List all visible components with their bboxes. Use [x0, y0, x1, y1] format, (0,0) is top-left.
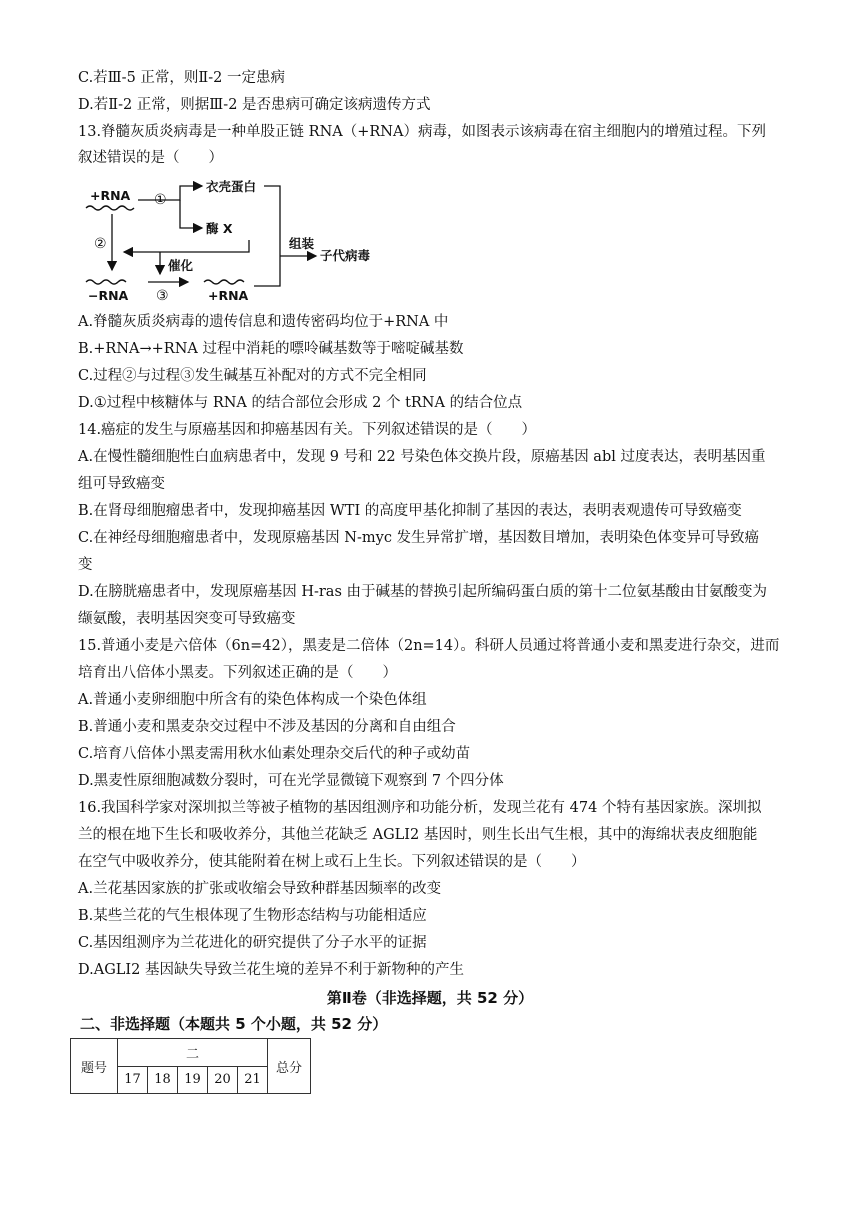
label-rna-plus-bottom: +RNA	[208, 288, 249, 303]
label-step3: ③	[156, 288, 169, 304]
score-table	[70, 1038, 311, 1094]
label-coat-protein: 衣壳蛋白	[206, 179, 257, 194]
rna-wave-top	[86, 206, 134, 210]
question-16-stem: 16.我国科学家对深圳拟兰等被子植物的基因组测序和功能分析，发现兰花有 474 个特有基因家族。深圳拟	[78, 800, 762, 816]
section-title: 第Ⅱ卷（非选择题，共 52 分）	[326, 989, 534, 1007]
question-13-stem: 13.脊髓灰质炎病毒是一种单股正链 RNA（+RNA）病毒，如图表示该病毒在宿主细胞内的增殖过程。下列	[78, 124, 766, 140]
question-16-stem-cont2: 在空气中吸收养分，使其能附着在树上或石上生长。下列叙述错误的是（ ）	[78, 854, 586, 870]
assemble-bracket	[254, 186, 280, 286]
arrow-catalyze-line	[124, 240, 249, 252]
option-13d: D.①过程中核糖体与 RNA 的结合部位会形成 2 个 tRNA 的结合位点	[78, 395, 523, 411]
score-question-number: 20	[208, 1066, 238, 1094]
option-12d: D.若Ⅱ-2 正常，则据Ⅲ-2 是否患病可确定该病遗传方式	[78, 97, 431, 113]
question-16-stem-cont1: 兰的根在地下生长和吸收养分，其他兰花缺乏 AGLI2 基因时，则生长出气生根，其中的海绵状表皮细胞能	[78, 827, 758, 843]
option-13b: B.+RNA→+RNA 过程中消耗的嘌呤碱基数等于嘧啶碱基数	[78, 341, 464, 357]
arrow-step1	[138, 186, 202, 200]
label-catalyze: 催化	[168, 258, 194, 273]
score-question-number: 18	[148, 1066, 178, 1094]
option-13a: A.脊髓灰质炎病毒的遗传信息和遗传密码均位于+RNA 中	[78, 314, 449, 330]
score-question-number: 19	[178, 1066, 208, 1094]
score-total-label: 总分	[268, 1039, 311, 1094]
option-14b: B.在肾母细胞瘤患者中，发现抑癌基因 WTI 的高度甲基化抑制了基因的表达，表明表观遗传可导致癌变	[78, 503, 742, 519]
rna-wave-minus	[86, 280, 126, 284]
score-header-label: 题号	[71, 1039, 118, 1094]
option-14d-cont: 缬氨酸，表明基因突变可导致癌变	[78, 611, 296, 627]
option-12c: C.若Ⅲ-5 正常，则Ⅱ-2 一定患病	[78, 70, 285, 86]
option-13c: C.过程②与过程③发生碱基互补配对的方式不完全相同	[78, 368, 427, 384]
label-assemble: 组装	[289, 236, 315, 251]
part-title: 二、非选择题（本题共 5 个小题，共 52 分）	[80, 1015, 388, 1033]
virus-replication-diagram	[84, 178, 394, 306]
option-14a: A.在慢性髓细胞性白血病患者中，发现 9 号和 22 号染色体交换片段，原癌基因 abl 过度表达，表明基因重	[78, 449, 766, 465]
label-rna-minus: −RNA	[88, 288, 129, 303]
label-rna-plus-top: +RNA	[90, 188, 131, 203]
question-15-stem-cont: 培育出八倍体小黑麦。下列叙述正确的是（ ）	[78, 665, 397, 681]
option-15d: D.黑麦性原细胞减数分裂时，可在光学显微镜下观察到 7 个四分体	[78, 773, 504, 789]
option-15c: C.培育八倍体小黑麦需用秋水仙素处理杂交后代的种子或幼苗	[78, 746, 471, 762]
option-14a-cont: 组可导致癌变	[78, 476, 165, 492]
option-16c: C.基因组测序为兰花进化的研究提供了分子水平的证据	[78, 935, 427, 951]
option-15a: A.普通小麦卵细胞中所含有的染色体构成一个染色体组	[78, 692, 427, 708]
score-question-number: 21	[238, 1066, 268, 1094]
label-step1: ①	[154, 192, 167, 208]
option-14c-cont: 变	[78, 557, 93, 573]
score-group-label: 二	[118, 1039, 268, 1067]
rna-wave-plus	[204, 280, 244, 284]
option-16a: A.兰花基因家族的扩张或收缩会导致种群基因频率的改变	[78, 881, 442, 897]
score-question-number: 17	[118, 1066, 148, 1094]
option-14c: C.在神经母细胞瘤患者中，发现原癌基因 N-myc 发生异常扩增，基因数目增加，表明染色体变异可导致癌	[78, 530, 760, 546]
question-14-stem: 14.癌症的发生与原癌基因和抑癌基因有关。下列叙述错误的是（ ）	[78, 422, 537, 438]
option-16d: D.AGLI2 基因缺失导致兰花生境的差异不利于新物种的产生	[78, 962, 464, 978]
option-15b: B.普通小麦和黑麦杂交过程中不涉及基因的分离和自由组合	[78, 719, 456, 735]
question-13-stem-cont: 叙述错误的是（ ）	[78, 150, 223, 166]
label-progeny-virus: 子代病毒	[320, 248, 371, 263]
option-16b: B.某些兰花的气生根体现了生物形态结构与功能相适应	[78, 908, 427, 924]
arrow-enzyme	[180, 200, 202, 228]
label-step2: ②	[94, 236, 107, 252]
option-14d: D.在膀胱癌患者中，发现原癌基因 H-ras 由于碱基的替换引起所编码蛋白质的第十二位氨基酸由甘氨酸变为	[78, 584, 767, 600]
label-enzyme-x: 酶 X	[206, 221, 233, 236]
question-15-stem: 15.普通小麦是六倍体（6n=42），黑麦是二倍体（2n=14）。科研人员通过将普通小麦和黑麦进行杂交，进而	[78, 638, 780, 654]
